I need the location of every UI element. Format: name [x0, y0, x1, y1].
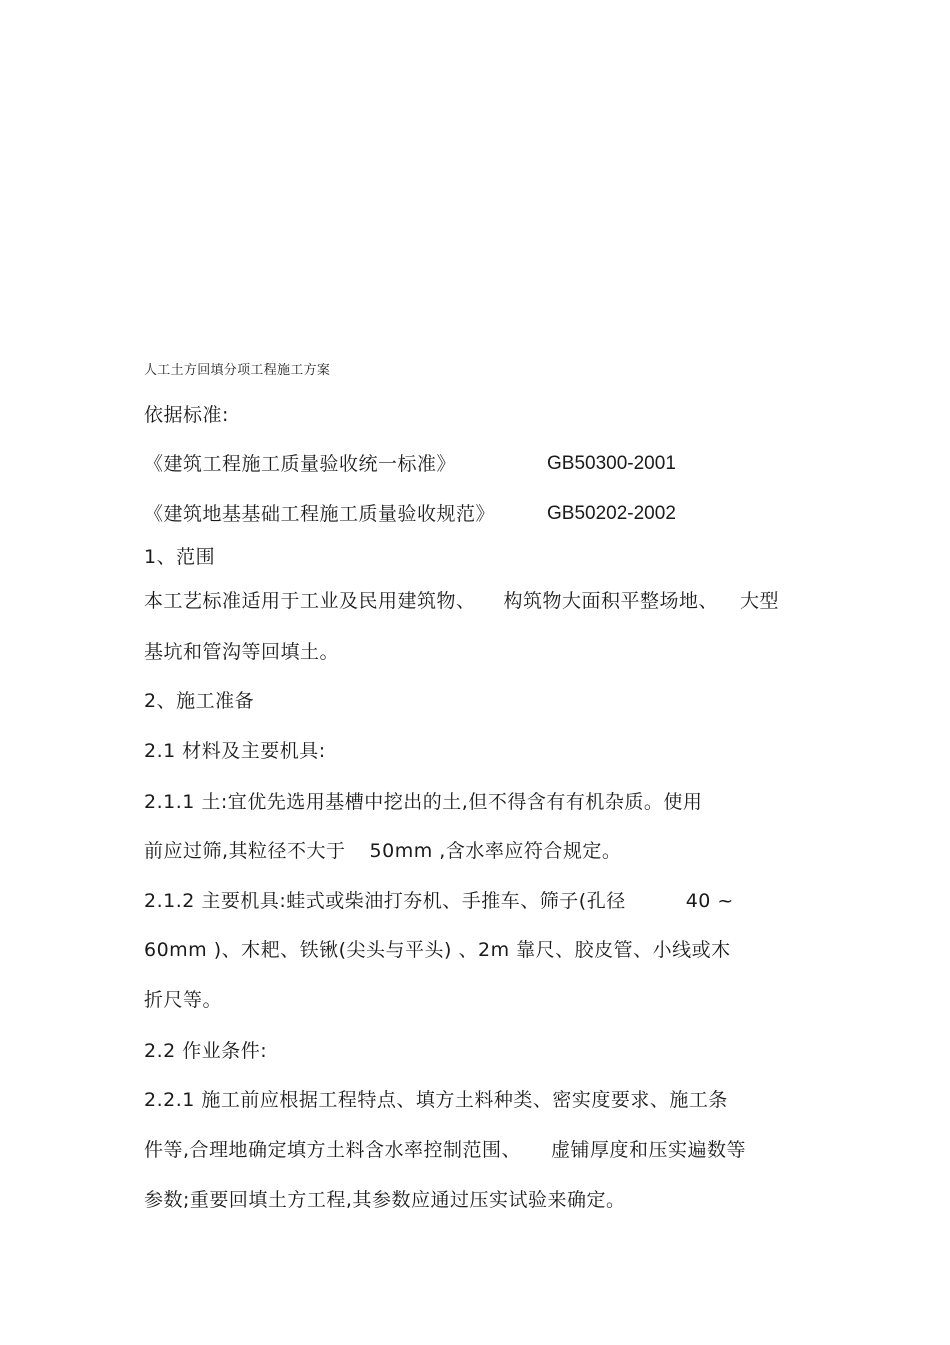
- subsection-2-2-heading: 2.2 作业条件:: [144, 1040, 268, 1062]
- para-2-2-1-line-1: 2.2.1 施工前应根据工程特点、填方土料种类、密实度要求、施工条: [144, 1089, 728, 1111]
- section-2-heading: 2、施工准备: [144, 690, 255, 712]
- section-1-heading: 1、范围: [144, 546, 216, 568]
- para-2-2-1-text-b: 虚铺厚度和压实遍数等: [551, 1139, 747, 1161]
- para-2-1-2-line-1: [144, 889, 734, 913]
- section-1-text-a: 本工艺标准适用于工业及民用建筑物、: [144, 590, 476, 612]
- para-2-2-1-text-a: 件等,合理地确定填方土料含水率控制范围、: [144, 1139, 522, 1161]
- para-2-1-2-line-3: 折尺等。: [144, 989, 223, 1011]
- para-2-1-1-line-1: 2.1.1 土:宜优先选用基槽中挖出的土,但不得含有有机杂质。使用: [144, 791, 703, 813]
- basis-heading: 依据标准:: [144, 404, 229, 426]
- section-1-paragraph-line-2: 基坑和管沟等回填土。: [144, 641, 340, 663]
- para-2-2-1-line-2: [144, 1138, 746, 1162]
- para-2-1-2-line-2: 60mm )、木耙、铁锹(尖头与平头) 、2m 靠尺、胶皮管、小线或木: [144, 939, 731, 961]
- section-1-text-c: 大型: [740, 590, 780, 612]
- standard-code-1: GB50300-2001: [547, 453, 676, 474]
- document-title: 人工土方回填分项工程施工方案: [144, 363, 331, 378]
- section-1-text-b: 构筑物大面积平整场地、: [503, 590, 719, 612]
- standard-code-2: GB50202-2002: [547, 503, 676, 524]
- standard-name-2: 《建筑地基基础工程施工质量验收规范》: [144, 503, 496, 525]
- standard-name-1: 《建筑工程施工质量验收统一标准》: [144, 453, 457, 475]
- subsection-2-1-heading: 2.1 材料及主要机具:: [144, 740, 326, 762]
- para-2-1-1-text-b: 50mm ,含水率应符合规定。: [369, 840, 622, 862]
- para-2-1-2-text-a: 2.1.2 主要机具:蛙式或柴油打夯机、手推车、筛子(孔径: [144, 890, 626, 912]
- para-2-1-1-line-2: [144, 839, 621, 863]
- section-1-paragraph-line-1: [144, 589, 779, 613]
- para-2-1-1-text-a: 前应过筛,其粒径不大于: [144, 840, 346, 862]
- para-2-1-2-text-b: 40 ~: [685, 890, 734, 912]
- para-2-2-1-line-3: 参数;重要回填土方工程,其参数应通过压实试验来确定。: [144, 1189, 626, 1211]
